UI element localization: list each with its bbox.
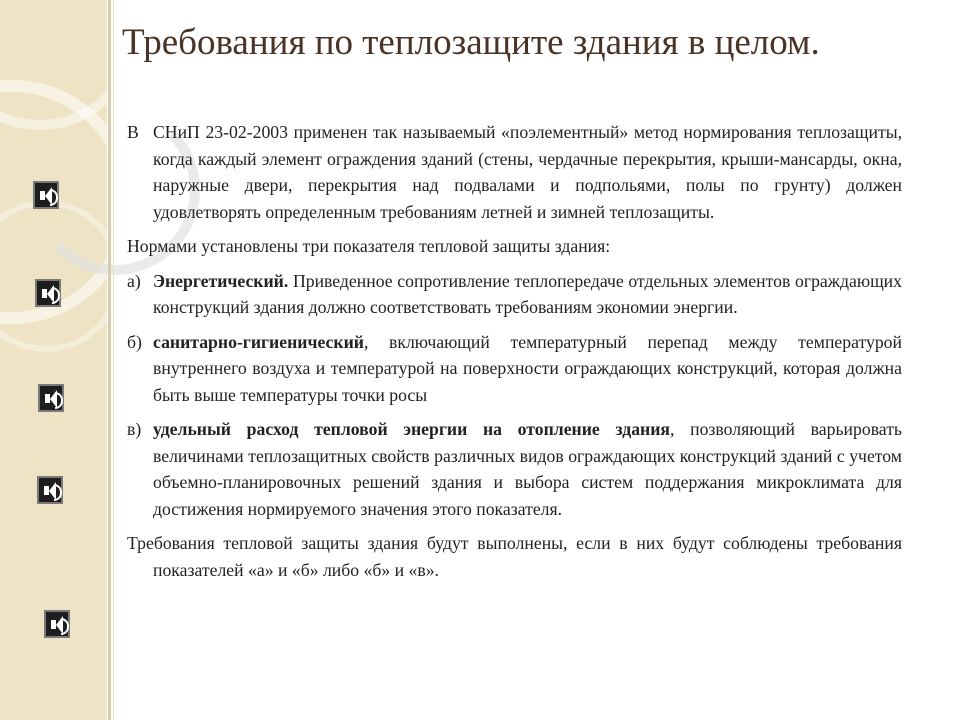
speaker-icon[interactable] bbox=[38, 384, 64, 412]
speaker-icon[interactable] bbox=[35, 279, 61, 307]
divider bbox=[108, 0, 111, 720]
paragraph-conclusion: Требования тепловой защиты здания будут выполнены, если в них будут соблюдены требования показателей «а» и «б» либо «б» и «в». bbox=[127, 533, 902, 580]
list-item-text bbox=[153, 329, 902, 409]
list-item-desc: , включающий температурный перепад между температурой внутреннего воздуха и температурой на поверхности ограждающих конструкций, которая должна быть выше температуры точки росы bbox=[153, 331, 902, 405]
paragraph-snip bbox=[127, 119, 902, 225]
paragraph-norms: Нормами установлены три показателя тепловой защиты здания: bbox=[127, 236, 611, 256]
speaker-icon[interactable] bbox=[33, 181, 59, 209]
list-item-text bbox=[153, 416, 902, 522]
speaker-icon[interactable] bbox=[37, 476, 63, 504]
list-item-desc: Приведенное сопротивление теплопередаче отдельных элементов ограждающих конструкций здания должно соответствовать требованиям экономии энергии. bbox=[153, 270, 902, 317]
list-marker: б) bbox=[127, 331, 142, 352]
list-item-term: санитарно-гигиенический bbox=[153, 331, 364, 352]
paragraph-text: СНиП 23-02-2003 применен так называемый «поэлементный» метод нормирования теплозащиты, когда каждый элемент ограждения зданий (стены, чердачные перекрытия, крыши-мансарды, окна, наружные двери, перекрытия над подвалами и подпольями, полы по грунту) должен удовлетворять определенным требованиям летней и зимней теплозащиты. bbox=[153, 122, 902, 222]
list-item-desc: , позволяющий варьировать величинами теплозащитных свойств различных видов ограждающих конструкций зданий с учетом объемно-планировочных решений здания и выбора систем поддержания микроклимата для достижения нормируемого значения этого показателя. bbox=[153, 419, 902, 519]
list-item-text bbox=[153, 268, 902, 321]
list-item-term: Энергетический. bbox=[153, 270, 289, 291]
list-marker: в) bbox=[127, 419, 142, 439]
list-item-c bbox=[127, 416, 902, 522]
list-marker: а) bbox=[127, 270, 141, 291]
divider bbox=[113, 0, 114, 720]
paragraph-marker: В bbox=[127, 122, 139, 142]
list-item-b bbox=[127, 329, 902, 409]
list-item-term: удельный расход тепловой энергии на отопление здания bbox=[153, 419, 670, 439]
page-title: Требования по теплозащите здания в целом. bbox=[122, 22, 820, 63]
list-item-a bbox=[127, 268, 902, 321]
slide-body bbox=[127, 119, 902, 583]
speaker-icon[interactable] bbox=[44, 610, 70, 638]
